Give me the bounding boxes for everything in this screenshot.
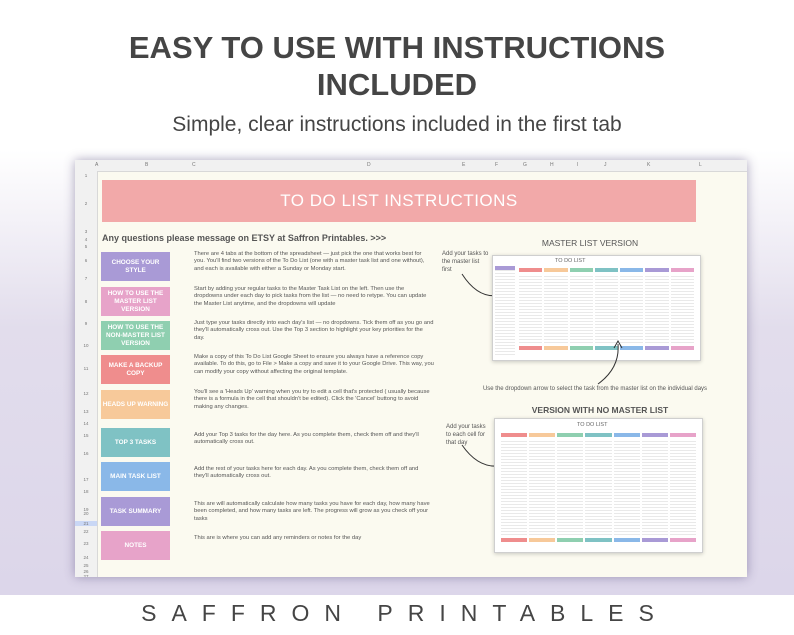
column-header-bar xyxy=(75,160,747,172)
day-task-lines xyxy=(595,274,618,344)
row-header-13[interactable]: 13 xyxy=(83,409,89,414)
day-summary-stripe xyxy=(519,346,542,350)
instruction-text-4: Make a copy of this To Do List Google Sheet to ensure you always have a reference copy available. To do this, go to File > Make a copy and save it to your Google Drive. This way, you can modify your copy without affecting the original template. xyxy=(194,354,434,375)
day-task-lines xyxy=(585,439,611,536)
row-header-26[interactable]: 26 xyxy=(83,569,89,574)
day-task-lines xyxy=(642,439,668,536)
day-header-stripe xyxy=(620,268,643,272)
day-summary-stripe xyxy=(671,346,694,350)
instruction-text-9: This are is where you can add any reminders or notes for the day xyxy=(194,535,362,541)
instruction-label-7: MAIN TASK LIST xyxy=(101,462,170,491)
row-header-21[interactable]: 21 xyxy=(75,521,97,526)
row-header-8[interactable]: 8 xyxy=(84,299,88,304)
master-task-column xyxy=(495,268,515,356)
day-header-stripe xyxy=(645,268,668,272)
day-summary-stripe xyxy=(614,538,640,542)
day-header-stripe xyxy=(501,433,527,437)
row-header-9[interactable]: 9 xyxy=(84,321,88,326)
column-header-b[interactable]: B xyxy=(145,162,149,168)
day-summary-stripe xyxy=(642,538,668,542)
instruction-text-1: There are 4 tabs at the bottom of the spreadsheet — just pick the one that works best for you. You'll find two versions of the To Do List (one with a master task list and one without), and each is available with either a Sunday or Monday start. xyxy=(194,251,425,272)
row-header-14[interactable]: 14 xyxy=(83,421,89,426)
instruction-label-2: HOW TO USE THE MASTER LIST VERSION xyxy=(101,287,170,316)
row-header-15[interactable]: 15 xyxy=(83,433,89,438)
instruction-label-6: TOP 3 TASKS xyxy=(101,428,170,457)
brand-footer: SAFFRON PRINTABLES xyxy=(141,600,669,626)
row-header-27[interactable]: 27 xyxy=(83,574,89,577)
day-summary-stripe xyxy=(544,346,567,350)
row-header-7[interactable]: 7 xyxy=(84,276,88,281)
day-header-stripe xyxy=(595,268,618,272)
row-header-17[interactable]: 17 xyxy=(83,477,89,482)
row-header-25[interactable]: 25 xyxy=(83,563,89,568)
no-master-thumb-title: TO DO LIST xyxy=(577,422,608,428)
day-task-lines xyxy=(620,274,643,344)
column-header-j[interactable]: J xyxy=(604,162,607,168)
day-header-stripe xyxy=(642,433,668,437)
column-header-c[interactable]: C xyxy=(192,162,196,168)
day-header-stripe xyxy=(670,433,696,437)
day-header-stripe xyxy=(570,268,593,272)
day-task-lines xyxy=(671,274,694,344)
day-summary-stripe xyxy=(501,538,527,542)
row-header-22[interactable]: 22 xyxy=(83,529,89,534)
row-header-18[interactable]: 18 xyxy=(83,489,89,494)
column-header-h[interactable]: H xyxy=(550,162,554,168)
row-header-24[interactable]: 24 xyxy=(83,555,89,560)
row-header-19[interactable]: 19 xyxy=(83,507,89,512)
column-header-e[interactable]: E xyxy=(462,162,466,168)
row-header-11[interactable]: 11 xyxy=(83,366,89,371)
etsy-question-line: Any questions please message on ETSY at Saffron Printables. >>> xyxy=(102,233,387,243)
day-summary-stripe xyxy=(585,538,611,542)
day-task-lines xyxy=(519,274,542,344)
instruction-text-2: Start by adding your regular tasks to the Master Task List on the left. Then use the dropdowns under each day to pick tasks from the list — no need to retype. You can update the Master List anytime, and the dropdowns will update xyxy=(194,286,427,307)
day-summary-stripe xyxy=(670,538,696,542)
headline-line-2: INCLUDED xyxy=(316,67,478,102)
row-header-bar xyxy=(75,171,98,577)
day-task-lines xyxy=(544,274,567,344)
column-header-d[interactable]: D xyxy=(367,162,371,168)
day-task-lines xyxy=(614,439,640,536)
no-master-note: Add your tasks to each cell for that day xyxy=(446,424,486,446)
day-header-stripe xyxy=(519,268,542,272)
instruction-text-8: This are will automatically calculate how many tasks you have for each day, how many have been completed, and how many tasks are left. The progress will grow as you check off your tasks xyxy=(194,501,430,522)
row-header-4[interactable]: 4 xyxy=(84,237,88,242)
day-task-lines xyxy=(670,439,696,536)
day-task-lines xyxy=(645,274,668,344)
column-header-l[interactable]: L xyxy=(699,162,702,168)
dropdown-caption: Use the dropdown arrow to select the task from the master list on the individual days xyxy=(482,386,708,392)
instructions-banner: TO DO LIST INSTRUCTIONS xyxy=(102,180,696,222)
row-header-23[interactable]: 23 xyxy=(83,541,89,546)
row-header-12[interactable]: 12 xyxy=(83,391,89,396)
instruction-label-9: NOTES xyxy=(101,531,170,560)
day-header-stripe xyxy=(614,433,640,437)
master-version-title: MASTER LIST VERSION xyxy=(541,238,639,248)
headline-line-1: EASY TO USE WITH INSTRUCTIONS xyxy=(128,30,666,65)
day-header-stripe xyxy=(557,433,583,437)
column-header-i[interactable]: I xyxy=(577,162,579,168)
day-header-stripe xyxy=(544,268,567,272)
day-task-lines xyxy=(570,274,593,344)
instruction-text-6: Add your Top 3 tasks for the day here. As you complete them, check them off and they'll automatically cross out. xyxy=(194,432,419,446)
instruction-text-3: Just type your tasks directly into each day's list — no dropdowns. Tick them off as you go and they'll automatically cross out. Use the Top 3 section to highlight your key priorities for the day. xyxy=(194,320,434,341)
row-header-20[interactable]: 20 xyxy=(83,511,89,516)
row-header-5[interactable]: 5 xyxy=(84,244,88,249)
master-column-header xyxy=(495,266,515,270)
row-header-3[interactable]: 3 xyxy=(84,229,88,234)
column-header-k[interactable]: K xyxy=(647,162,651,168)
day-summary-stripe xyxy=(529,538,555,542)
day-task-lines xyxy=(529,439,555,536)
instruction-label-3: HOW TO USE THE NON-MASTER LIST VERSION xyxy=(101,321,170,350)
day-header-stripe xyxy=(671,268,694,272)
master-thumb-title: TO DO LIST xyxy=(555,258,586,264)
no-master-thumbnail xyxy=(494,418,703,553)
instruction-label-4: MAKE A BACKUP COPY xyxy=(101,355,170,384)
row-header-10[interactable]: 10 xyxy=(83,343,89,348)
row-header-16[interactable]: 16 xyxy=(83,451,89,456)
row-header-6[interactable]: 6 xyxy=(84,258,88,263)
day-summary-stripe xyxy=(557,538,583,542)
instruction-label-5: HEADS UP WARNING xyxy=(101,390,170,419)
day-task-lines xyxy=(501,439,527,536)
master-note: Add your tasks to the master list first xyxy=(442,251,489,273)
day-summary-stripe xyxy=(645,346,668,350)
row-header-2[interactable]: 2 xyxy=(84,201,88,206)
day-task-lines xyxy=(557,439,583,536)
day-header-stripe xyxy=(529,433,555,437)
instruction-label-1: CHOOSE YOUR STYLE xyxy=(101,252,170,281)
day-header-stripe xyxy=(585,433,611,437)
column-header-a[interactable]: A xyxy=(95,162,99,168)
subtitle: Simple, clear instructions included in the first tab xyxy=(172,113,622,136)
instruction-text-7: Add the rest of your tasks here for each day. As you complete them, check them off and they'll automatically cross out. xyxy=(194,466,419,480)
arrow-to-dropdown xyxy=(590,338,630,388)
spreadsheet-preview xyxy=(75,160,747,577)
no-master-version-title: VERSION WITH NO MASTER LIST xyxy=(531,405,669,415)
instruction-text-5: You'll see a 'Heads Up' warning when you try to edit a cell that's protected ( usually because there is a formula in the cell that shouldn't be edited). Click the 'Cancel' buttong to avoid making any changes. xyxy=(194,389,430,410)
column-header-g[interactable]: G xyxy=(523,162,527,168)
row-header-1[interactable]: 1 xyxy=(84,173,88,178)
column-header-f[interactable]: F xyxy=(495,162,499,168)
instruction-label-8: TASK SUMMARY xyxy=(101,497,170,526)
